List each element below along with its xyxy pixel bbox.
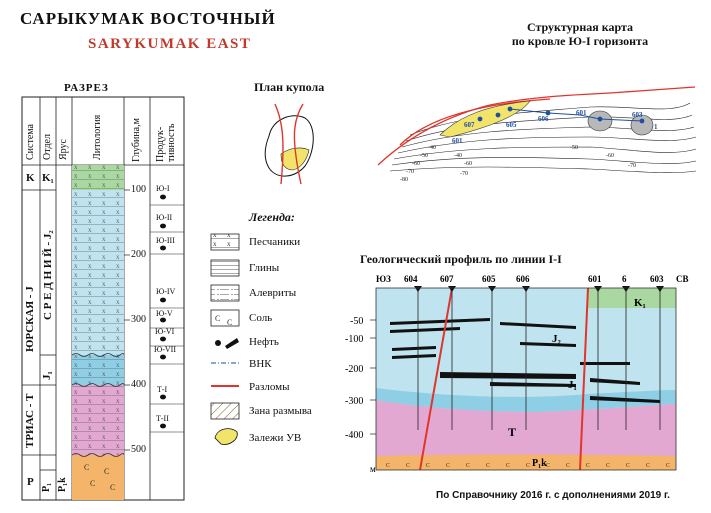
- litho-permian: [72, 455, 124, 500]
- map-well: 603: [632, 111, 643, 119]
- legend-title: Легенда:: [249, 210, 295, 224]
- svg-text:C: C: [646, 463, 651, 469]
- svg-text:-70: -70: [460, 171, 468, 177]
- svg-text:C: C: [606, 463, 611, 469]
- title-ru: САРЫКУМАК ВОСТОЧНЫЙ: [20, 9, 276, 28]
- header-stage: Ярус: [58, 139, 69, 160]
- svg-text:-50: -50: [570, 145, 578, 151]
- header-department: Отдел: [42, 134, 53, 160]
- prod-label: Ю-VI: [155, 327, 175, 336]
- svg-text:C: C: [386, 463, 391, 469]
- svg-text:C: C: [90, 479, 96, 488]
- dept-p1: P₁: [41, 482, 52, 492]
- plan-title: План купола: [254, 80, 325, 94]
- unit-p1k: P₁k: [532, 458, 547, 469]
- dome-plan: [255, 98, 325, 188]
- footer-source: По Справочнику 2016 г. с дополнениями 2019 г.: [436, 490, 670, 501]
- svg-text:C: C: [586, 463, 591, 469]
- legend-item-owc: ВНК: [249, 358, 272, 370]
- prod-label: Ю-V: [156, 309, 173, 318]
- system-p: P: [27, 476, 34, 488]
- svg-text:C: C: [626, 463, 631, 469]
- header-system: Система: [25, 124, 36, 160]
- dept-k1: K₁: [42, 172, 54, 184]
- legend-item-silt: Алевриты: [249, 287, 297, 299]
- legend-item-sandstone: Песчаники: [249, 236, 301, 248]
- legend-item-salt: Соль: [249, 312, 273, 324]
- profile-well: 603: [650, 274, 664, 284]
- svg-text:-60: -60: [464, 161, 472, 167]
- depth-300: 300: [131, 314, 146, 325]
- depth-tick: -300: [345, 396, 364, 407]
- map-well: 605: [506, 121, 517, 129]
- svg-text:-40: -40: [454, 153, 462, 159]
- svg-text:-40: -40: [428, 145, 436, 151]
- depth-400: 400: [131, 379, 146, 390]
- prod-label: Ю-IV: [156, 287, 176, 296]
- profile-well: 604: [404, 274, 418, 284]
- profile-well: 6: [622, 274, 627, 284]
- profile-title: Геологический профиль по линии I-I: [360, 252, 562, 266]
- prod-label: Т-II: [156, 414, 169, 423]
- structural-map-title: Структурная карта по кровле Ю-I горизонта: [511, 20, 649, 48]
- system-triassic: ТРИАС - Т: [24, 393, 36, 448]
- section-title: РАЗРЕЗ: [64, 82, 109, 94]
- prod-label: Ю-I: [156, 184, 170, 193]
- svg-text:C: C: [526, 463, 531, 469]
- legend-item-faults: Разломы: [249, 381, 290, 393]
- svg-text:C: C: [227, 318, 233, 327]
- svg-text:-60: -60: [412, 161, 420, 167]
- prod-label: Ю-II: [156, 213, 173, 222]
- legend-item-clay: Глины: [249, 262, 280, 274]
- depth-tick: -100: [345, 334, 364, 345]
- map-well: 606: [538, 115, 549, 123]
- legend-item-deposits: Залежи УВ: [249, 432, 302, 444]
- depth-200: 200: [131, 249, 146, 260]
- svg-text:C: C: [406, 463, 411, 469]
- header-depth: Глубина,м: [131, 118, 142, 162]
- system-jurassic: ЮРСКАЯ - J: [24, 286, 36, 352]
- svg-text:C: C: [84, 463, 90, 472]
- title-en: SARYKUMAK EAST: [88, 36, 252, 52]
- unit-t: T: [508, 425, 517, 439]
- profile-well: 601: [588, 274, 602, 284]
- svg-text:C: C: [426, 463, 431, 469]
- svg-text:-50: -50: [420, 153, 428, 159]
- svg-text:C: C: [666, 463, 671, 469]
- svg-text:C: C: [566, 463, 571, 469]
- svg-text:C: C: [546, 463, 551, 469]
- map-well: 1: [654, 123, 658, 131]
- legend-item-erosion: Зана размыва: [249, 405, 312, 417]
- svg-text:C: C: [506, 463, 511, 469]
- depth-unit: м: [370, 464, 376, 474]
- profile-well: 606: [516, 274, 530, 284]
- depth-tick: -50: [350, 316, 364, 327]
- structural-map: [370, 75, 700, 190]
- depth-100: 100: [131, 184, 146, 195]
- svg-text:-60: -60: [606, 153, 614, 159]
- map-well: 607: [464, 121, 475, 129]
- legend-swatches: [209, 230, 249, 455]
- header-lithology: Литология: [92, 114, 103, 160]
- unit-k1: K₁: [634, 297, 646, 309]
- svg-text:C: C: [446, 463, 451, 469]
- map-well: 601: [576, 109, 587, 117]
- svg-text:-70: -70: [406, 169, 414, 175]
- unit-j1: J₁: [568, 379, 577, 391]
- profile-well: 607: [440, 274, 454, 284]
- svg-text:C: C: [104, 467, 110, 476]
- svg-text:-70: -70: [628, 163, 636, 169]
- depth-500: 500: [131, 444, 146, 455]
- geological-profile: [340, 270, 711, 482]
- dept-j2: С Р Е Д Н И Й - J₂: [42, 230, 54, 320]
- svg-text:C: C: [466, 463, 471, 469]
- svg-text:C: C: [215, 314, 221, 323]
- unit-j2: J₂: [552, 333, 561, 345]
- profile-well: 605: [482, 274, 496, 284]
- map-well: 601: [452, 137, 463, 145]
- dept-j1: J₁: [41, 371, 53, 380]
- legend-item-oil: Нефть: [249, 336, 279, 348]
- prod-label: Ю-VII: [154, 345, 176, 354]
- svg-text:-80: -80: [400, 177, 408, 183]
- depth-tick: -200: [345, 364, 364, 375]
- header-productivity: Продук-тивность: [155, 123, 177, 162]
- system-k: K: [26, 172, 35, 184]
- prod-label: Ю-III: [156, 236, 175, 245]
- svg-text:C: C: [110, 483, 116, 492]
- profile-end-sw: ЮЗ: [376, 274, 391, 284]
- svg-text:C: C: [486, 463, 491, 469]
- profile-end-ne: СВ: [676, 274, 689, 284]
- prod-label: Т-I: [157, 385, 168, 394]
- depth-tick: -400: [345, 430, 364, 441]
- stage-p1k: P₁k: [57, 477, 68, 492]
